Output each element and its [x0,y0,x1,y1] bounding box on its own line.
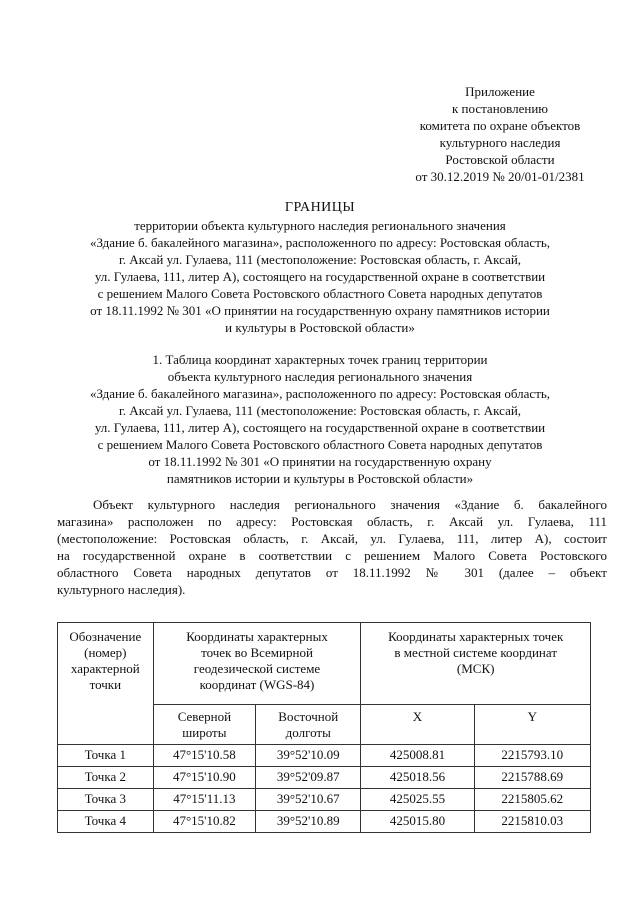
appendix-line: Ростовской области [445,152,555,167]
heading-line: с решением Малого Совета Ростовского областного Совета народных депутатов [97,286,543,301]
appendix-line: Приложение [465,84,535,99]
appendix-line: к постановлению [451,101,549,116]
cell-north: 47°15'11.13 [153,789,255,811]
cell-east: 39°52'09.87 [256,767,361,789]
appendix-line: комитета по охране объектов [419,118,581,133]
cell-point: Точка 3 [58,789,154,811]
table-header-row [58,623,591,705]
paragraph-line: (местоположение: Ростовская область, г. Аксай, ул. Гулаева, 111, литер А), состоит [57,531,607,546]
table-row [58,745,591,767]
subheader-east: Восточной долготы [256,705,361,745]
paragraph-line: Объект культурного наследия регионального значения «Здание б. бакалейного [93,497,607,512]
section-line: от 18.11.1992 № 301 «О принятии на государственную охрану [148,454,492,469]
subheader-x: X [361,705,474,745]
coordinates-table [57,622,591,833]
paragraph-line: магазина» расположен по адресу: Ростовская область, г. Аксай ул. Гулаева, 111 [57,514,607,529]
cell-east: 39°52'10.89 [256,811,361,833]
cell-y: 2215788.69 [474,767,590,789]
heading-line: г. Аксай ул. Гулаева, 111 (местоположение: Ростовская область, г. Аксай, [118,252,522,267]
section-line: объекта культурного наследия регионального значения [167,369,473,384]
appendix-block [340,83,640,185]
table-row [58,811,591,833]
cell-point: Точка 4 [58,811,154,833]
table-row [58,767,591,789]
header-wgs84: Координаты характерных точек во Всемирной геодезической системе координат (WGS-84) [153,623,361,705]
section-heading [20,351,620,487]
document-title: ГРАНИЦЫ [284,200,356,215]
heading-line: «Здание б. бакалейного магазина», расположенного по адресу: Ростовская область, [89,235,551,250]
paragraph-line: культурного наследия). [57,582,186,597]
subheader-y: Y [474,705,590,745]
header-msk: Координаты характерных точек в местной системе координат (МСК) [361,623,591,705]
appendix-line: от 30.12.2019 № 20/01-01/2381 [415,169,585,184]
cell-x: 425025.55 [361,789,474,811]
cell-x: 425008.81 [361,745,474,767]
cell-y: 2215810.03 [474,811,590,833]
appendix-line: культурного наследия [439,135,561,150]
section-line: г. Аксай ул. Гулаева, 111 (местоположение: Ростовская область, г. Аксай, [118,403,522,418]
section-line: памятников истории и культуры в Ростовской области» [166,471,474,486]
cell-east: 39°52'10.09 [256,745,361,767]
cell-x: 425015.80 [361,811,474,833]
cell-point: Точка 1 [58,745,154,767]
heading-line: ул. Гулаева, 111, литер А), состоящего на государственной охране в соответствии [94,269,546,284]
document-heading [20,199,620,336]
heading-line: от 18.11.1992 № 301 «О принятии на государственную охрану памятников истории [90,303,550,318]
header-point-designation: Обозначение (номер) характерной точки [58,623,154,745]
section-line: 1. Таблица координат характерных точек границ территории [152,352,488,367]
table-row [58,789,591,811]
section-line: «Здание б. бакалейного магазина», расположенного по адресу: Ростовская область, [89,386,551,401]
heading-line: и культуры в Ростовской области» [225,320,415,335]
cell-y: 2215793.10 [474,745,590,767]
cell-x: 425018.56 [361,767,474,789]
paragraph-line: на государственной охране в соответствии с решением Малого Совета Ростовского [57,548,607,563]
cell-north: 47°15'10.90 [153,767,255,789]
description-paragraph [57,496,607,598]
cell-east: 39°52'10.67 [256,789,361,811]
cell-north: 47°15'10.82 [153,811,255,833]
cell-point: Точка 2 [58,767,154,789]
cell-y: 2215805.62 [474,789,590,811]
heading-line: территории объекта культурного наследия регионального значения [134,218,506,233]
section-line: с решением Малого Совета Ростовского областного Совета народных депутатов [97,437,543,452]
paragraph-line: областного Совета народных депутатов от 18.11.1992 № 301 (далее – объект [57,565,607,580]
section-line: ул. Гулаева, 111, литер А), состоящего на государственной охране в соответствии [94,420,546,435]
subheader-north: Северной широты [153,705,255,745]
cell-north: 47°15'10.58 [153,745,255,767]
